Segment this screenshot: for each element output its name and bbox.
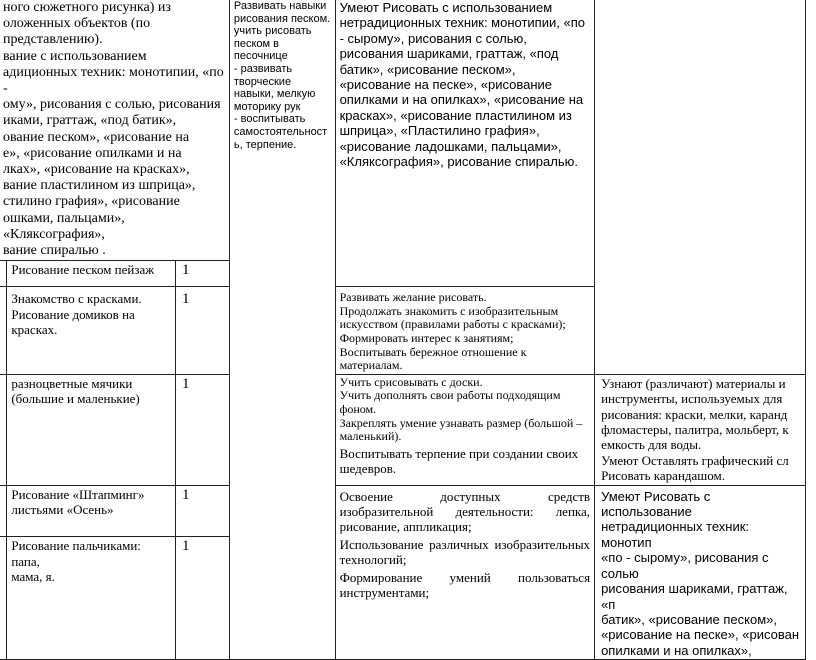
goal-item: Учить срисовывать с доски. <box>339 374 483 389</box>
goal-item: Использование различных изобразительных технологий; <box>339 536 591 568</box>
tasks-cell: Развивать навыки рисования песком. учить рисовать песком в песочнице - развивать творческие навыки, мелкую моторику рук - воспитывать самостоятельност ь, терпение. <box>229 0 335 660</box>
hours-cell: 1 <box>176 261 230 287</box>
number-cell <box>0 374 7 485</box>
topic-cell: ного сюжетного рисунка) из оложенных объектов (по представлению). вание с использованием адиционных техник: монотипии, «по - ому», рисования с солью, рисования иками, граттаж, «под батик», ование песком», «рисование на е», «рисование опилками и на лках», «рисование на красках», вание пластилином из шприца», стилино графия», «рисование ошками, пальцами», «Кляксография», вание спиралью . <box>0 0 229 261</box>
result-cell: Умеют Рисовать с использование нетрадиционных техник: монотип «по - сырому», рисования с солью рисования шариками, граттаж, «п батик», «рисование песком», «рисование на песке», «рисован опилками и на опилках», <box>595 485 806 659</box>
goal-item: Формирование умений пользоваться инструментами; <box>339 569 591 601</box>
goals-cell <box>335 374 594 485</box>
empty-cell <box>595 0 806 374</box>
hours-cell: 1 <box>176 374 230 485</box>
hours-cell: 1 <box>176 537 230 660</box>
table-row <box>0 485 806 537</box>
topic-cell: Рисование пальчиками: папа, мама, я. <box>7 537 176 660</box>
topic-cell: Рисование «Штапминг» листьями «Осень» <box>7 485 176 537</box>
goals-cell <box>335 485 594 659</box>
hours-cell: 1 <box>176 287 230 375</box>
number-cell <box>0 485 7 537</box>
goals-cell <box>335 287 594 375</box>
goal-item: Развивать желание рисовать. <box>339 290 487 305</box>
table-row <box>0 0 806 261</box>
goal-item: Воспитывать бережное отношение к материалам. <box>339 344 527 373</box>
goal-item: Освоение доступных средств изобразительной деятельности: лепка, рисование, аппликация; <box>339 488 591 535</box>
number-cell <box>0 261 7 287</box>
goal-item: Формировать интерес к занятиям; <box>339 331 514 346</box>
goal-item: Учить дополнять свои работы подходящим фоном. <box>339 388 561 416</box>
table-row <box>0 374 806 485</box>
topic-cell: разноцветные мячики (большие и маленькие) <box>7 374 176 485</box>
goal-item: Воспитывать терпение при создании своих шедевров. <box>339 445 579 477</box>
topic-cell: Знакомство с красками. Рисование домиков на красках. <box>7 287 176 375</box>
number-cell <box>0 537 7 660</box>
number-cell <box>0 287 7 375</box>
result-cell: Умеют Рисовать с использованием нетрадиционных техник: монотипии, «по - сырому», рисования с солью, рисования шариками, граттаж, «под батик», «рисование песком», «рисование на песке», «рисование опилками и на опилках», «рисование на красках», «рисование пластилином из шприца», «Пластилино графия», «рисование ладошками, пальцами», «Кляксография», рисование спиралью. <box>335 0 594 287</box>
hours-cell: 1 <box>176 485 230 537</box>
result-cell: Узнают (различают) материалы и инструменты, используемых для рисования: краски, мелки, каранд фломастеры, палитра, мольберт, к емкость для воды. Умеют Оставлять графический сл Рисовать карандашом. <box>595 374 806 485</box>
topic-cell: Рисование песком пейзаж <box>7 261 176 287</box>
goal-item: Продолжать знакомить с изобразительным искусством (правилами работы с красками); <box>339 303 566 332</box>
goal-item: Закреплять умение узнавать размер (большой – маленький). <box>339 415 583 444</box>
